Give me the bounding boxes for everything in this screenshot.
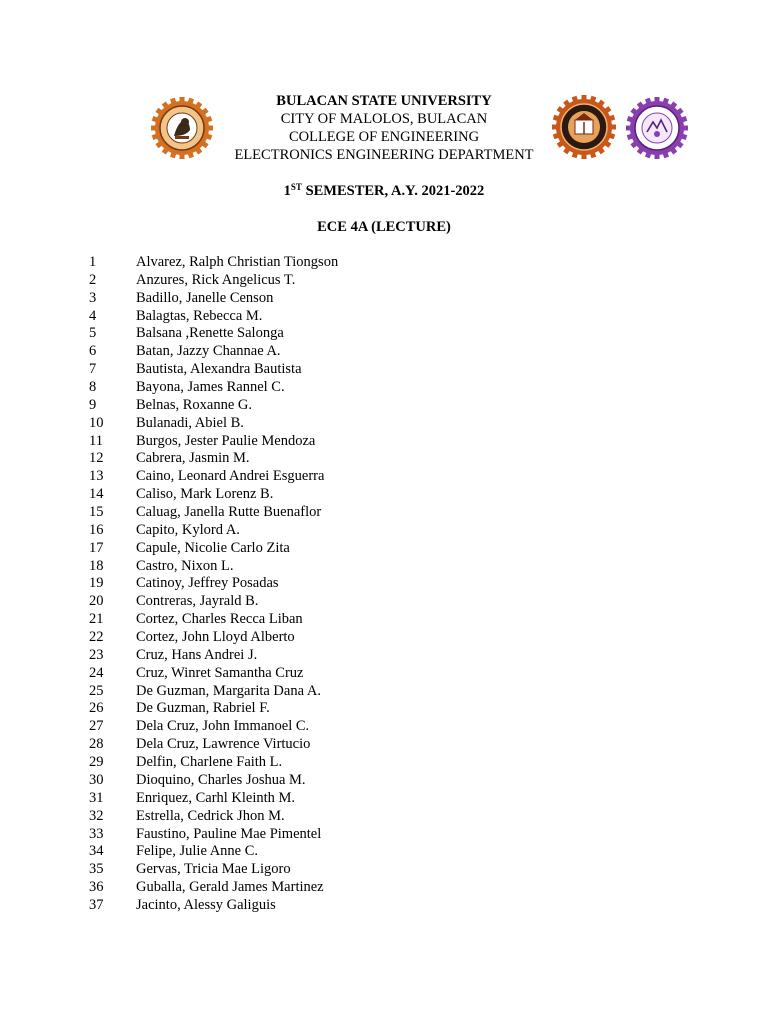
student-row — [0, 647, 768, 665]
student-row — [0, 593, 768, 611]
student-row — [0, 879, 768, 897]
student-row — [0, 575, 768, 593]
student-name: Cruz, Hans Andrei J. — [136, 646, 258, 663]
student-name: Badillo, Janelle Censon — [136, 289, 274, 306]
student-name: Gervas, Tricia Mae Ligoro — [136, 861, 291, 878]
student-number: 22 — [89, 629, 104, 646]
student-row — [0, 504, 768, 522]
student-number: 1 — [89, 254, 97, 270]
university-name: BULACAN STATE UNIVERSITY — [276, 93, 492, 109]
student-name: Dela Cruz, John Immanoel C. — [136, 718, 310, 735]
student-number: 34 — [89, 843, 104, 860]
student-name: Felipe, Julie Anne C. — [136, 843, 259, 860]
student-number: 21 — [89, 611, 104, 628]
student-name: Bayona, James Rannel C. — [136, 379, 285, 396]
student-name: Bulanadi, Abiel B. — [136, 414, 244, 431]
student-row — [0, 397, 768, 415]
student-row — [0, 325, 768, 343]
student-name: Dioquino, Charles Joshua M. — [136, 771, 306, 788]
semester-heading — [0, 183, 768, 200]
student-row — [0, 290, 768, 308]
student-row — [0, 843, 768, 861]
student-number: 17 — [89, 539, 104, 556]
student-row — [0, 629, 768, 647]
student-name: Caluag, Janella Rutte Buenaflor — [136, 504, 322, 521]
college-line: COLLEGE OF ENGINEERING — [288, 129, 480, 145]
student-row — [0, 540, 768, 558]
student-row — [0, 826, 768, 844]
semester-text: SEMESTER, A.Y. 2021-2022 — [301, 183, 485, 199]
student-name: Cortez, John Lloyd Alberto — [136, 629, 295, 646]
student-number: 9 — [89, 396, 97, 413]
student-name: Contreras, Jayrald B. — [136, 593, 259, 610]
student-number: 7 — [89, 361, 97, 378]
student-name: Jacinto, Alessy Galiguis — [136, 896, 276, 913]
student-row — [0, 433, 768, 451]
semester-suffix: ST — [290, 182, 302, 192]
student-row — [0, 808, 768, 826]
student-row — [0, 897, 768, 915]
student-name: Cortez, Charles Recca Liban — [136, 611, 303, 628]
student-name: Capule, Nicolie Carlo Zita — [136, 539, 290, 556]
student-number: 35 — [89, 861, 104, 878]
student-name: Delfin, Charlene Faith L. — [136, 754, 283, 771]
student-row — [0, 683, 768, 701]
student-number: 8 — [89, 379, 97, 396]
student-row — [0, 415, 768, 433]
student-row — [0, 754, 768, 772]
student-row — [0, 772, 768, 790]
student-number: 12 — [89, 450, 104, 467]
student-number: 27 — [89, 718, 104, 735]
student-row — [0, 861, 768, 879]
student-row — [0, 254, 768, 272]
student-name: Caliso, Mark Lorenz B. — [136, 486, 274, 503]
student-number: 14 — [89, 486, 104, 503]
student-number: 30 — [89, 771, 104, 788]
student-row — [0, 486, 768, 504]
department-line: ELECTRONICS ENGINEERING DEPARTMENT — [234, 147, 534, 163]
student-name: Faustino, Pauline Mae Pimentel — [136, 825, 322, 842]
student-number: 10 — [89, 414, 104, 431]
student-name: Batan, Jazzy Channae A. — [136, 343, 281, 360]
student-number: 31 — [89, 789, 104, 806]
student-number: 23 — [89, 646, 104, 663]
student-number: 33 — [89, 825, 104, 842]
student-name: Cruz, Winret Samantha Cruz — [136, 664, 304, 681]
student-name: Belnas, Roxanne G. — [136, 396, 252, 413]
student-row — [0, 343, 768, 361]
student-number: 28 — [89, 736, 104, 753]
student-name: Estrella, Cedrick Jhon M. — [136, 807, 285, 824]
student-name: De Guzman, Margarita Dana A. — [136, 682, 321, 699]
student-row — [0, 665, 768, 683]
student-name: Anzures, Rick Angelicus T. — [136, 271, 296, 288]
student-row — [0, 558, 768, 576]
student-row — [0, 718, 768, 736]
student-number: 24 — [89, 664, 104, 681]
student-name: Capito, Kylord A. — [136, 521, 240, 538]
student-number: 16 — [89, 521, 104, 538]
student-number: 19 — [89, 575, 104, 592]
student-name: Balagtas, Rebecca M. — [136, 307, 263, 324]
student-row — [0, 736, 768, 754]
student-row — [0, 611, 768, 629]
student-name: Dela Cruz, Lawrence Virtucio — [136, 736, 311, 753]
student-number: 29 — [89, 754, 104, 771]
student-number: 6 — [89, 343, 97, 360]
student-name: Castro, Nixon L. — [136, 557, 234, 574]
student-number: 36 — [89, 879, 104, 896]
student-name: De Guzman, Rabriel F. — [136, 700, 270, 717]
student-row — [0, 308, 768, 326]
student-number: 26 — [89, 700, 104, 717]
city-line: CITY OF MALOLOS, BULACAN — [280, 111, 488, 127]
student-name: Alvarez, Ralph Christian Tiongson — [136, 254, 339, 270]
student-number: 13 — [89, 468, 104, 485]
student-number: 3 — [89, 289, 97, 306]
student-name: Guballa, Gerald James Martinez — [136, 879, 324, 896]
student-number: 5 — [89, 325, 97, 342]
student-roster — [0, 254, 768, 915]
student-row — [0, 522, 768, 540]
student-row — [0, 450, 768, 468]
student-number: 11 — [89, 432, 103, 449]
student-row — [0, 700, 768, 718]
student-row — [0, 361, 768, 379]
student-number: 4 — [89, 307, 97, 324]
semester-number: 1 — [283, 183, 291, 199]
document-header — [0, 92, 768, 164]
student-row — [0, 790, 768, 808]
student-row — [0, 379, 768, 397]
student-number: 2 — [89, 271, 97, 288]
student-name: Cabrera, Jasmin M. — [136, 450, 250, 467]
student-name: Bautista, Alexandra Bautista — [136, 361, 302, 378]
student-row — [0, 272, 768, 290]
student-number: 32 — [89, 807, 104, 824]
student-number: 37 — [89, 896, 104, 913]
student-name: Burgos, Jester Paulie Mendoza — [136, 432, 316, 449]
student-row — [0, 468, 768, 486]
student-number: 18 — [89, 557, 104, 574]
student-number: 15 — [89, 504, 104, 521]
student-number: 20 — [89, 593, 104, 610]
course-heading: ECE 4A (LECTURE) — [317, 219, 451, 235]
student-name: Enriquez, Carhl Kleinth M. — [136, 789, 296, 806]
student-name: Catinoy, Jeffrey Posadas — [136, 575, 279, 592]
student-number: 25 — [89, 682, 104, 699]
student-name: Balsana ,Renette Salonga — [136, 325, 284, 342]
student-name: Caino, Leonard Andrei Esguerra — [136, 468, 325, 485]
